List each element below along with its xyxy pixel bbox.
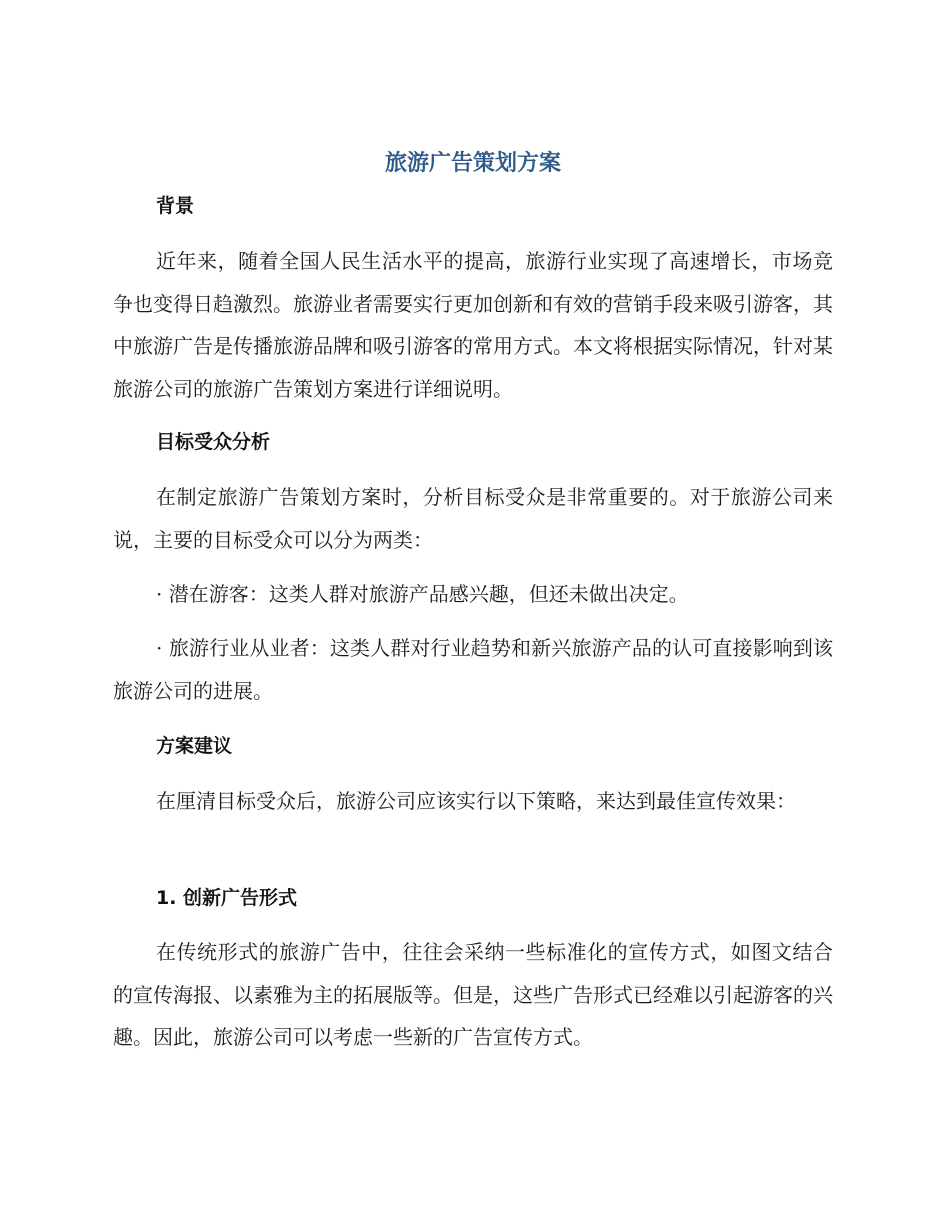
section-heading-innovation: 1. 创新广告形式 xyxy=(156,887,298,909)
bullet-item-industry-practitioners: · 旅游行业从业者：这类人群对行业趋势和新兴旅游产品的认可直接影响到该旅游公司的进展。 xyxy=(113,636,833,703)
section-heading-audience: 目标受众分析 xyxy=(156,431,271,453)
paragraph-proposal: 在厘清目标受众后，旅游公司应该实行以下策略，来达到最佳宣传效果： xyxy=(156,789,796,813)
section-heading-background: 背景 xyxy=(156,195,195,217)
section-heading-proposal: 方案建议 xyxy=(156,735,233,757)
paragraph-audience: 在制定旅游广告策划方案时，分析目标受众是非常重要的。对于旅游公司来说，主要的目标受众可以分为两类： xyxy=(113,485,833,552)
paragraph-innovation: 在传统形式的旅游广告中，往往会采纳一些标准化的宣传方式，如图文结合的宣传海报、以素雅为主的拓展版等。但是，这些广告形式已经难以引起游客的兴趣。因此，旅游公司可以考虑一些新的广告宣传方式。 xyxy=(113,940,833,1049)
paragraph-background: 近年来，随着全国人民生活水平的提高，旅游行业实现了高速增长，市场竞争也变得日趋激烈。旅游业者需要实行更加创新和有效的营销手段来吸引游客，其中旅游广告是传播旅游品牌和吸引游客的常用方式。本文将根据实际情况，针对某旅游公司的旅游广告策划方案进行详细说明。 xyxy=(113,249,833,401)
document-title: 旅游广告策划方案 xyxy=(384,151,561,176)
bullet-item-potential-tourists: · 潜在游客：这类人群对旅游产品感兴趣，但还未做出决定。 xyxy=(156,582,689,606)
